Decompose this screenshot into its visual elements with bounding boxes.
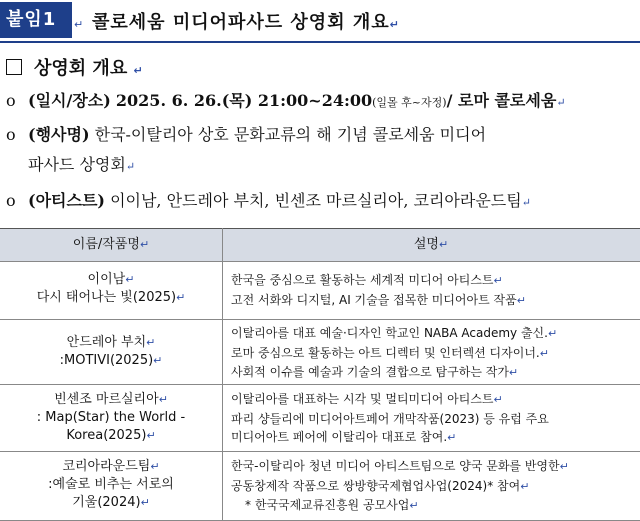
cell-text: 한국을 중심으로 활동하는 세계적 미디어 아티스트 xyxy=(231,273,494,287)
cell-line xyxy=(231,291,526,311)
paragraph-mark: ↵ xyxy=(125,273,135,286)
table-row xyxy=(0,261,640,320)
paragraph-mark: ↵ xyxy=(74,18,84,31)
header-underline xyxy=(0,41,640,43)
paragraph-mark: ↵ xyxy=(539,346,549,360)
description-cell xyxy=(231,324,557,383)
paragraph-mark: ↵ xyxy=(150,460,160,473)
paragraph-mark: ↵ xyxy=(133,64,143,77)
document-title xyxy=(92,8,400,34)
bullet-event-name xyxy=(6,122,486,145)
paragraph-mark: ↵ xyxy=(125,160,136,173)
cell-text: 이탈리아를 대표 예술·디자인 학교인 NABA Academy 출신. xyxy=(231,326,548,340)
paragraph-mark: ↵ xyxy=(516,293,526,307)
column-header-name xyxy=(0,229,222,261)
circle-bullet-icon: ο xyxy=(6,91,16,110)
paragraph-mark: ↵ xyxy=(493,274,503,287)
document-header xyxy=(0,0,640,44)
bullet-label: (아티스트) xyxy=(28,191,105,210)
cell-text: 이탈리아를 대표하는 시각 및 멀티미디어 아티스트 xyxy=(231,392,494,406)
cell-line xyxy=(0,458,222,476)
bullet-event-name-cont xyxy=(28,152,135,175)
paragraph-mark: ↵ xyxy=(520,479,530,493)
cell-line xyxy=(231,390,549,410)
cell-line xyxy=(0,352,222,370)
column-header-description xyxy=(222,229,640,261)
bullet-label: (일시/장소) xyxy=(28,91,111,110)
cell-text: 코리아라운드팀 xyxy=(62,459,151,474)
event-name-line2: 파사드 상영회 xyxy=(28,155,126,174)
paragraph-mark: ↵ xyxy=(547,327,558,340)
cell-text: 한국-이탈리아 청년 미디어 아티스트팀으로 양국 문화를 반영한 xyxy=(231,459,560,473)
cell-line xyxy=(0,391,222,409)
cell-text: * 한국국제교류진흥원 공모사업 xyxy=(245,498,410,512)
paragraph-mark: ↵ xyxy=(409,499,419,512)
document-title-text: 콜로세움 미디어파사드 상영회 개요 xyxy=(92,12,390,33)
cell-text: Korea(2025) xyxy=(66,428,147,443)
cell-text: 파리 샹들리에 미디어아트페어 개막작품(2023) 등 유럽 주요 xyxy=(231,411,549,426)
paragraph-mark: ↵ xyxy=(438,238,449,251)
cell-text: :MOTIVI(2025) xyxy=(59,353,154,368)
description-cell xyxy=(231,390,549,448)
cell-line xyxy=(231,457,569,477)
cell-line xyxy=(0,427,222,445)
column-divider xyxy=(222,228,223,521)
cell-text: 사회적 이슈를 예술과 기술의 결합으로 탐구하는 작가 xyxy=(231,365,509,379)
description-cell xyxy=(231,271,526,310)
cell-text: 미디어아트 페어에 이탈리아 대표로 참여. xyxy=(231,430,448,444)
cell-text: 공동창제작 작품으로 쌍방향국제협업사업(2024)* 참여 xyxy=(231,478,521,493)
event-name-line1: 한국-이탈리아 상호 문화교류의 해 기념 콜로세움 미디어 xyxy=(94,125,487,144)
cell-text: 로마 중심으로 활동하는 아트 디렉터 및 인터렉션 디자이너. xyxy=(231,345,540,360)
table-header xyxy=(0,228,640,262)
artist-table xyxy=(0,228,640,521)
bullet-label: (행사명) xyxy=(28,125,90,144)
section-title: 상영회 개요 xyxy=(34,58,128,79)
cell-line xyxy=(0,271,222,289)
artist-name-cell xyxy=(0,391,222,445)
column-header-name-text: 이름/작품명 xyxy=(72,237,140,252)
event-datetime: 2025. 6. 26.(목) 21:00~24:00 xyxy=(115,91,373,110)
paragraph-mark: ↵ xyxy=(493,393,503,406)
description-cell xyxy=(231,457,569,516)
column-header-description-text: 설명 xyxy=(413,237,439,252)
cell-line xyxy=(0,476,222,494)
square-bullet-icon xyxy=(6,59,22,75)
cell-line xyxy=(231,496,569,516)
paragraph-mark: ↵ xyxy=(146,429,156,442)
event-place: / 로마 콜로세움 xyxy=(446,91,557,110)
table-row xyxy=(0,452,640,521)
cell-line xyxy=(0,334,222,352)
cell-line xyxy=(231,428,549,448)
paragraph-mark: ↵ xyxy=(508,366,519,379)
cell-text: 이이남 xyxy=(87,272,126,287)
paragraph-mark: ↵ xyxy=(140,496,150,509)
paragraph-mark: ↵ xyxy=(447,431,457,444)
cell-text: :예술로 비추는 서로의 xyxy=(48,477,174,492)
table-row xyxy=(0,385,640,452)
paragraph-mark: ↵ xyxy=(176,291,186,304)
artist-name-cell xyxy=(0,458,222,512)
cell-line xyxy=(231,410,549,429)
cell-line xyxy=(231,324,557,344)
paragraph-mark: ↵ xyxy=(153,354,163,367)
cell-line xyxy=(0,289,222,307)
cell-text: 기울(2024) xyxy=(72,495,141,510)
cell-text: 빈센조 마르실리아 xyxy=(54,392,159,407)
attachment-badge: 붙임1 xyxy=(0,2,72,38)
event-time-note: (일몰 후~자정) xyxy=(372,96,447,109)
cell-text: 안드레아 부치 xyxy=(66,335,147,350)
cell-text: 다시 태어나는 빛(2025) xyxy=(36,290,177,305)
cell-line xyxy=(231,363,557,383)
circle-bullet-icon: ο xyxy=(6,191,16,210)
section-heading xyxy=(6,54,143,80)
cell-text: : Map(Star) the World - xyxy=(36,410,186,425)
cell-line xyxy=(231,271,526,291)
cell-line xyxy=(231,344,557,364)
bullet-artists xyxy=(6,188,531,211)
paragraph-mark: ↵ xyxy=(158,393,168,406)
paragraph-mark: ↵ xyxy=(139,238,150,251)
paragraph-mark: ↵ xyxy=(146,336,156,349)
paragraph-mark: ↵ xyxy=(389,18,400,31)
cell-line xyxy=(0,409,222,427)
cell-line xyxy=(0,494,222,512)
paragraph-mark: ↵ xyxy=(556,96,566,109)
paragraph-mark: ↵ xyxy=(521,196,531,209)
artist-name-cell xyxy=(0,334,222,370)
cell-text: 고전 서화와 디지털, AI 기술을 접목한 미디어아트 작품 xyxy=(231,292,517,307)
bullet-schedule xyxy=(6,88,566,111)
artists-list: 이이남, 안드레아 부치, 빈센조 마르실리아, 코리아라운드팀 xyxy=(110,191,522,210)
paragraph-mark: ↵ xyxy=(559,460,569,473)
artist-name-cell xyxy=(0,271,222,307)
circle-bullet-icon: ο xyxy=(6,125,16,144)
table-row xyxy=(0,320,640,385)
cell-line xyxy=(231,477,569,497)
